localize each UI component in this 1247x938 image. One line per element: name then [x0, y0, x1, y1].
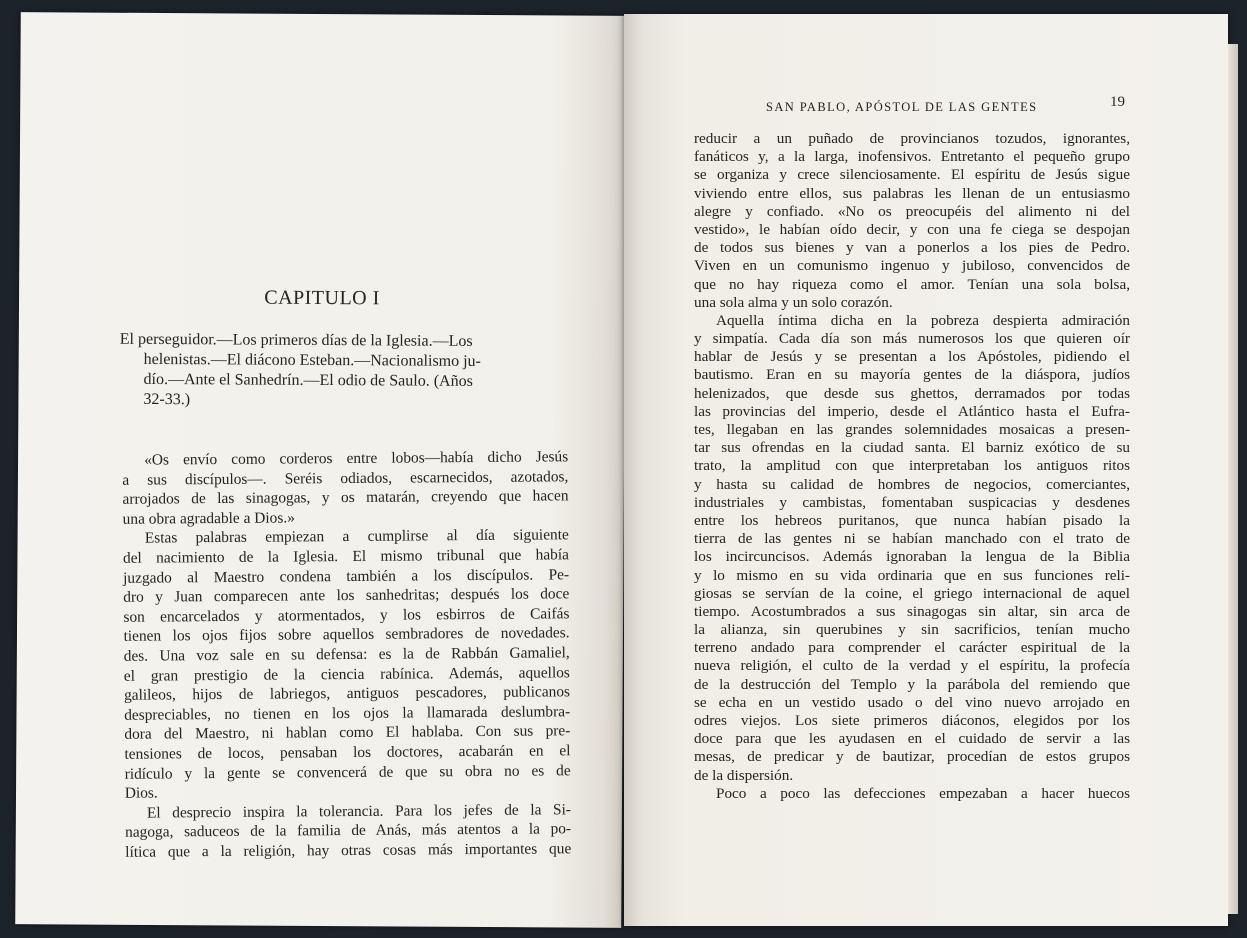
text-line: el gran prestigio de la ciencia rabínica. Además, aquellos: [123, 663, 570, 685]
text-line: mesas, de predicar y de bautizar, procedían de estos grupos: [694, 748, 1130, 766]
text-line: arrojados de las sinagogas, y os matarán, creyendo que hacen: [122, 487, 569, 508]
text-line: nagoga, saduceos de la familia de Anás, más atentos a la po-: [125, 820, 572, 842]
chapter-summary: [119, 330, 569, 413]
text-line: se organiza y crece silenciosamente. El espíritu de Jesús sigue: [694, 166, 1130, 184]
text-line: El desprecio inspira la tolerancia. Para los jefes de la Si-: [146, 800, 572, 822]
text-line: una sola alma y un solo corazón.: [694, 293, 893, 311]
text-line: la alianza, sin querubines y sin sacrificios, tenían mucho: [694, 621, 1130, 639]
right-page: [624, 14, 1228, 926]
text-line: tensiones de locos, pensaban los doctores, acabarán en el: [124, 742, 571, 763]
text-line: dro y Juan comparecen ante los sanhedritas; después los doce: [123, 585, 570, 606]
page-number: 19: [1110, 94, 1125, 110]
text-line: alegre y confiado. «No os preocupéis del alimento ni del: [694, 202, 1130, 220]
left-page: [15, 12, 627, 928]
text-line: tes, llegaban en las grandes solemnidades mosaicas a presen-: [694, 421, 1130, 438]
text-line: y lo mismo en su vida ordinaria que en sus funciones reli-: [694, 566, 1130, 584]
text-line: trato, la amplitud con que interpretaban los antiguos ritos: [694, 457, 1130, 475]
text-line: de la dispersión.: [694, 766, 794, 784]
text-line: una obra agradable a Dios.»: [122, 509, 295, 528]
summary-line: helenistas.—El diácono Esteban.—Nacionalismo ju-: [143, 350, 481, 370]
text-line: Dios.: [124, 784, 158, 802]
text-line: juzgado al Maestro condena también a los discípulos. Pe-: [123, 565, 570, 587]
text-line: los incircuncisos. Además ignoraban la lengua de la Biblia: [694, 548, 1130, 566]
text-line: bautismo. Eran en su mayoría gentes de la diáspora, judíos: [694, 366, 1130, 384]
left-body-text: [122, 447, 571, 862]
text-line: tienen los ojos fijos sobre aquellos sembradores de novedades.: [123, 624, 570, 646]
text-line: Estas palabras empiezan a cumplirse al día siguiente: [144, 526, 569, 547]
text-line: y simpatía. Cada día son más numerosos los que quieren oír: [694, 330, 1130, 348]
text-line: helenizados, que desde sus ghettos, derramados por todas: [694, 384, 1130, 402]
text-line: lítica que a la religión, hay otras cosas más importantes que: [125, 840, 572, 861]
text-line: giosas se servían de la coine, el griego internacional de aquel: [694, 584, 1130, 602]
text-line: viviendo entre ellos, sus palabras les llenan de un entusiasmo: [694, 184, 1130, 202]
text-line: ridículo y la gente se convencerá de que su obra no es de: [124, 761, 571, 783]
summary-line: 32-33.): [143, 390, 191, 409]
text-line: tiempo. Acostumbrados a sus sinagogas sin altar, sin arca de: [694, 602, 1130, 620]
text-line: terreno andado para comprender el carácter espiritual de la: [694, 639, 1130, 657]
text-line: galileos, hijos de labriegos, antiguos pescadores, publicanos: [123, 683, 571, 704]
text-line: nueva religión, el culto de la verdad y el espíritu, la profecía: [694, 657, 1130, 675]
text-line: despreciables, no tienen en los ojos la llamarada deslumbra-: [124, 702, 571, 724]
text-line: dora del Maestro, ni hablan como El hablaba. Con sus pre-: [124, 722, 571, 744]
text-line: «Os envío como corderos entre lobos—había dicho Jesús: [144, 448, 569, 469]
text-line: industriales y cambistas, fomentaban suspicacias y desdenes: [694, 493, 1130, 511]
text-line: fanáticos y, a la larga, inofensivos. Entretanto el pequeño grupo: [694, 148, 1130, 166]
text-line: Aquella íntima dicha en la pobreza despierta admiración: [716, 311, 1130, 329]
text-line: que no hay riqueza como el amor. Tenían una sola bolsa,: [694, 275, 1130, 293]
text-line: del nacimiento de la Iglesia. El mismo tribunal que había: [122, 546, 570, 567]
text-line: son encarcelados y atormentados, y los esbirros de Caifás: [123, 605, 570, 626]
text-line: entre los hebreos puritanos, que nunca habían pisado la: [694, 511, 1130, 529]
right-body-text: [694, 130, 1130, 803]
running-head: SAN PABLO, APÓSTOL DE LAS GENTES: [766, 100, 1038, 114]
summary-line: El perseguidor.—Los primeros días de la Iglesia.—Los: [119, 330, 473, 350]
text-line: Poco a poco las defecciones empezaban a hacer huecos: [716, 784, 1130, 802]
text-line: de la destrucción del Templo y la parábola del remiendo que: [694, 675, 1130, 693]
text-line: tar sus ofrendas en la ciudad santa. El barniz exótico de su: [694, 439, 1130, 457]
chapter-title: CAPITULO I: [264, 286, 380, 310]
text-line: Viven en un comunismo ingenuo y jubiloso, convencidos de: [694, 257, 1130, 275]
text-line: des. Una voz sale en su defensa: es la de Rabbán Gamaliel,: [123, 644, 570, 665]
text-line: y hasta su calidad de hombres de negocios, comerciantes,: [694, 475, 1130, 493]
text-line: se echa en un vestido usado o del vino nuevo arrojado en: [694, 693, 1130, 711]
text-line: de todos sus bienes y van a ponerlos a los pies de Pedro.: [694, 239, 1130, 257]
text-line: las provincias del imperio, desde el Atlántico hasta el Eufra-: [694, 402, 1130, 420]
text-line: odres viejos. Los siete primeros diáconos, elegidos por los: [694, 712, 1130, 729]
text-line: reducir a un puñado de provincianos tozudos, ignorantes,: [694, 130, 1130, 147]
summary-line: dío.—Ante el Sanhedrín.—El odio de Saulo. (Años: [143, 370, 473, 390]
text-line: hablar de Jesús y se presentan a los Apóstoles, pidiendo el: [694, 348, 1130, 366]
text-line: tierra de las gentes ni se habían manchado con el trato de: [694, 530, 1130, 548]
text-line: vestido», le habían oído decir, y con una fe ciega se despojan: [694, 220, 1130, 238]
text-line: a sus discípulos—. Seréis odiados, escarnecidos, azotados,: [122, 467, 569, 489]
text-line: doce para que les ayudasen en el cuidado de servir a las: [694, 730, 1130, 748]
